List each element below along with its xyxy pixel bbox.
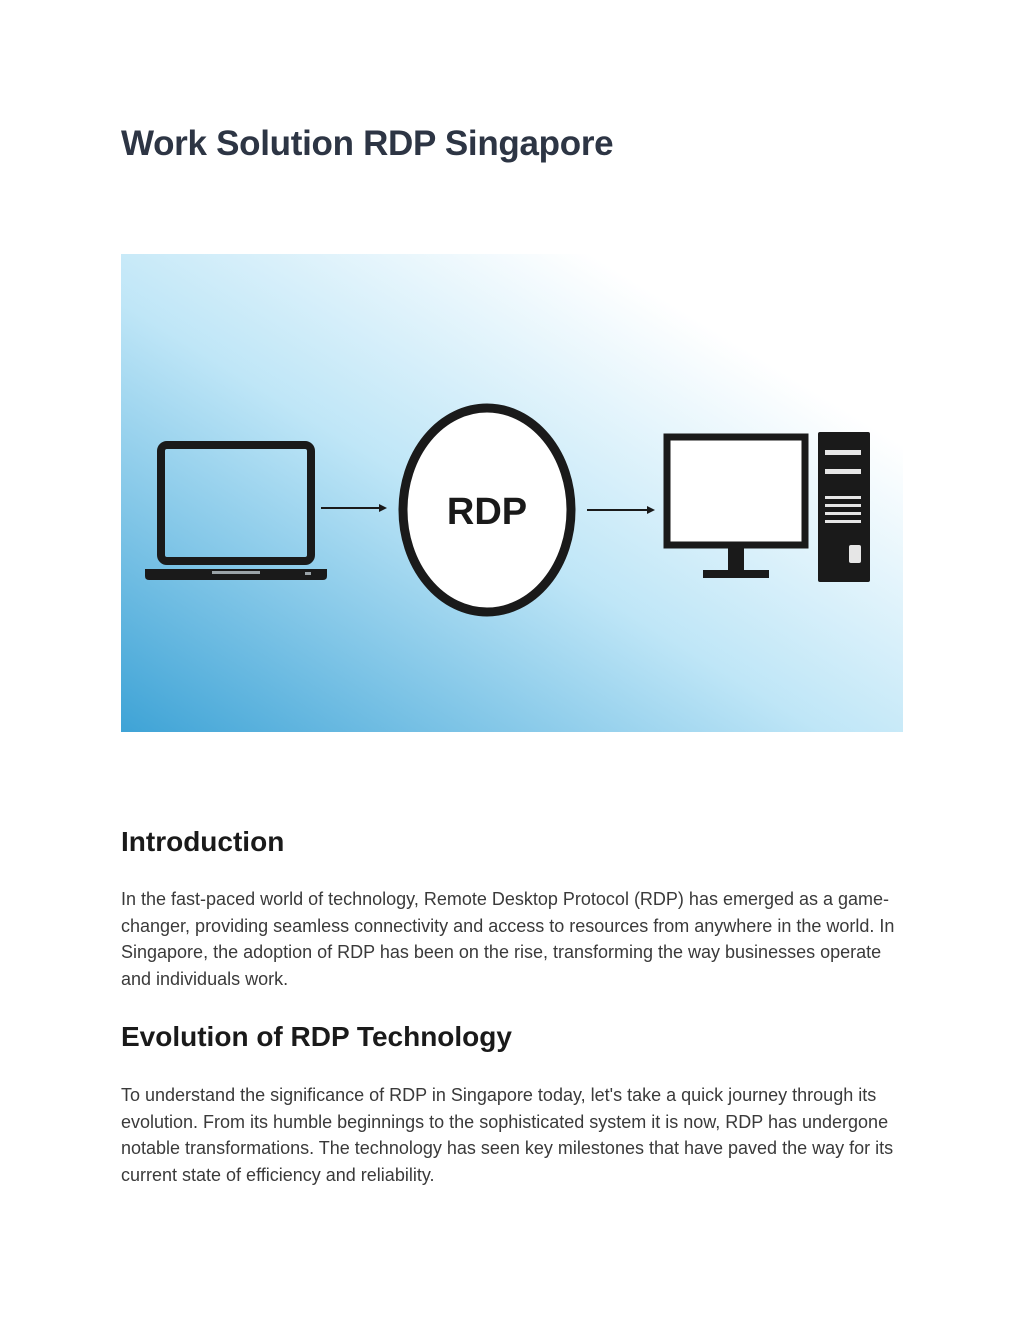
section-text-introduction: In the fast-paced world of technology, Remote Desktop Protocol (RDP) has emerged as a game-changer, providing seamless connectivity and access to resources from anywhere in the world. In Singapore, the adoption of RDP has been on the rise, transforming the way businesses operate and individuals work.: [121, 889, 895, 989]
rdp-circle-icon: [403, 408, 571, 612]
pc-tower-icon: [818, 432, 870, 582]
section-heading-evolution: Evolution of RDP Technology: [121, 1021, 512, 1052]
rdp-label: RDP: [446, 491, 528, 533]
section-text-evolution: To understand the significance of RDP in Singapore today, let's take a quick journey through its evolution. From its humble beginnings to the sophisticated system it is now, RDP has undergone notable transformations. The technology has seen key milestones that have paved the way for its current state of efficiency and reliability.: [121, 1085, 894, 1185]
page-title: Work Solution RDP Singapore: [121, 124, 614, 163]
hero-image: [121, 254, 903, 732]
section-heading-introduction: Introduction: [121, 826, 285, 857]
